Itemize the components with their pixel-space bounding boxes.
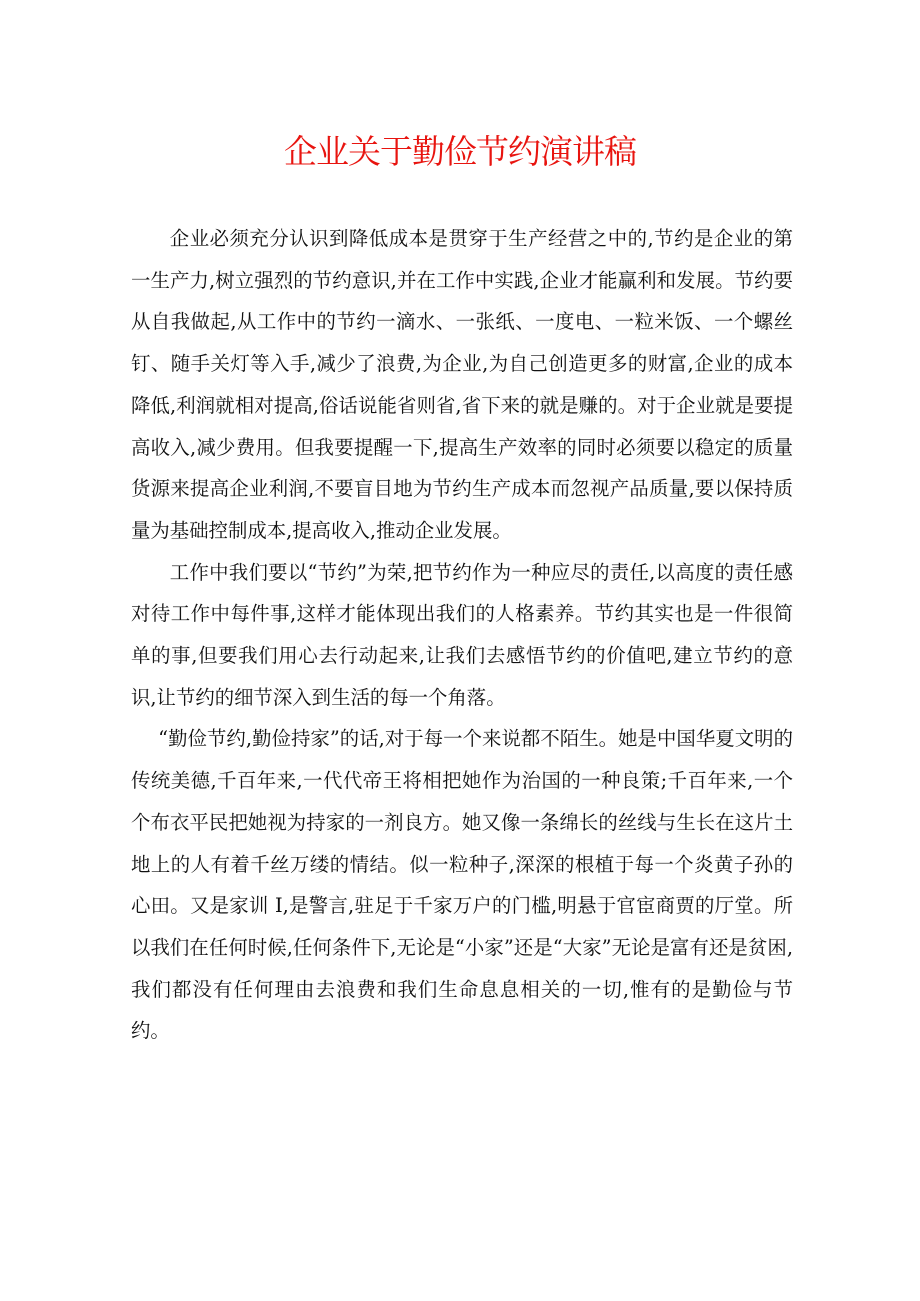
document-title: 企业关于勤俭节约演讲稿 bbox=[284, 132, 636, 171]
paragraph-cost-saving: 企业必须充分认识到降低成本是贯穿于生产经营之中的,节约是企业的第一生产力,树立强烈的节约意识,并在工作中实践,企业才能赢利和发展。节约要从自我做起,从工作中的节约一滴水、一张纸、一度电、一粒米饭、一个螺丝钉、随手关灯等入手,减少了浪费,为企业,为自己创造更多的财富,企业的成本降低,利润就相对提高,俗话说能省则省,省下来的就是赚的。对于企业就是要提高收入,减少费用。但我要提醒一下,提高生产效率的同时必须要以稳定的质量货源来提高企业利润,不要盲目地为节约生产成本而忽视产品质量,要以保持质量为基础控制成本,提高收入,推动企业发展。 bbox=[131, 227, 793, 542]
document-body bbox=[131, 218, 793, 1052]
paragraph-tradition: “勤俭节约,勤俭持家”的话,对于每一个来说都不陌生。她是中国华夏文明的传统美德,千百年来,一代代帝王将相把她作为治国的一种良策;千百年来,一个个布衣平民把她视为持家的一剂良方。她又像一条绵长的丝线与生长在这片土地上的人有着千丝万缕的情结。似一粒种子,深深的根植于每一个炎黄子孙的心田。又是家训 I,是警言,驻足于千家万户的门槛,明悬于官宦商贾的厅堂。所以我们在任何时候,任何条件下,无论是“小家”还是“大家”无论是富有还是贫困,我们都没有任何理由去浪费和我们生命息息相关的一切,惟有的是勤俭与节约。 bbox=[131, 727, 793, 1043]
paragraph-work-saving: 工作中我们要以“节约”为荣,把节约作为一种应尽的责任,以高度的责任感对待工作中每件事,这样才能体现出我们的人格素养。节约其实也是一件很简单的事,但要我们用心去行动起来,让我们去感悟节约的价值吧,建立节约的意识,让节约的细节深入到生活的每一个角落。 bbox=[131, 560, 793, 709]
